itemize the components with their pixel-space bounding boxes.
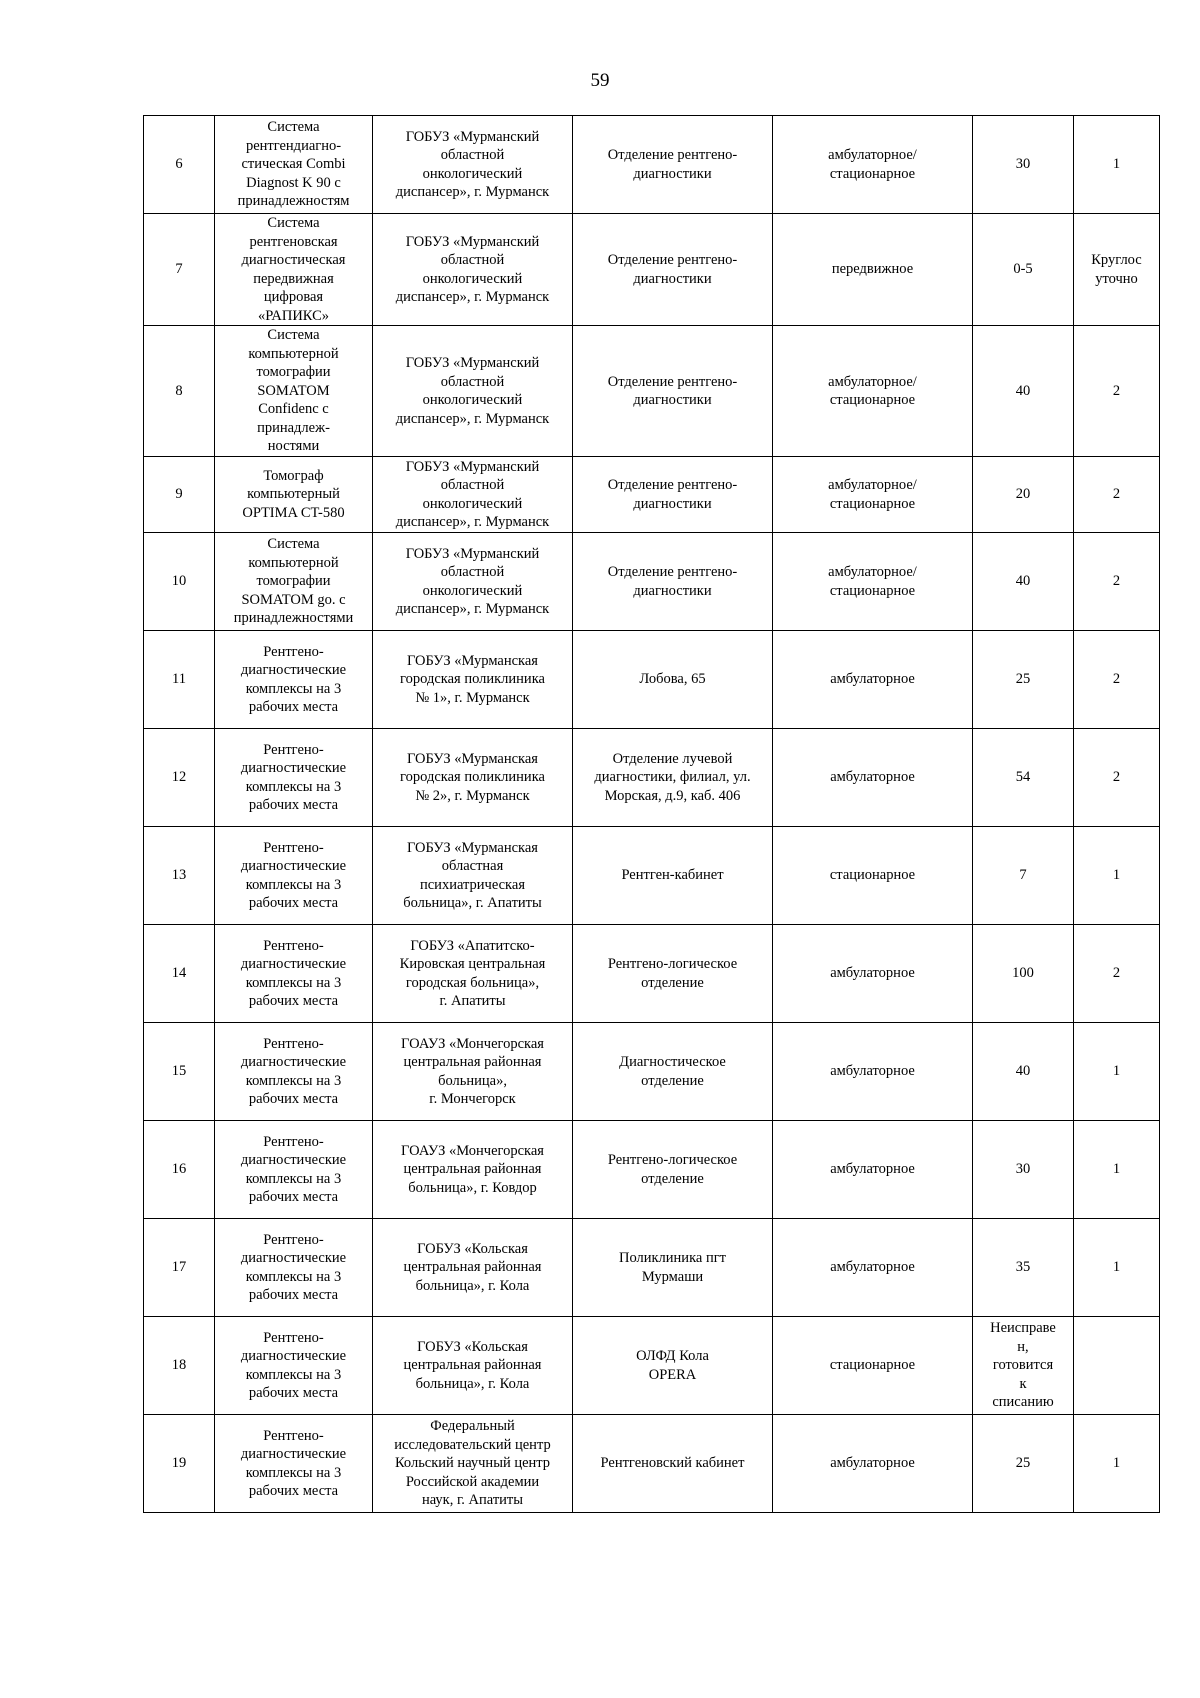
service-mode: амбулаторное xyxy=(773,1219,973,1317)
shifts: 1 xyxy=(1074,116,1160,214)
shifts: 2 xyxy=(1074,729,1160,827)
equipment-name: Система рентгендиагно- стическая Combi Diagnost K 90 с принадлежностям xyxy=(215,116,373,214)
equipment-name: Томограф компьютерный OPTIMA CT-580 xyxy=(215,457,373,533)
table-row xyxy=(144,925,1160,1023)
organization: ГОБУЗ «Мурманская городская поликлиника № 1», г. Мурманск xyxy=(373,631,573,729)
table-row xyxy=(144,214,1160,326)
organization: ГОБУЗ «Мурманская областная психиатрическая больница», г. Апатиты xyxy=(373,827,573,925)
row-number: 17 xyxy=(144,1219,215,1317)
equipment-name: Рентгено- диагностические комплексы на 3 рабочих места xyxy=(215,827,373,925)
table-row xyxy=(144,1121,1160,1219)
department: Лобова, 65 xyxy=(573,631,773,729)
service-mode: амбулаторное xyxy=(773,1121,973,1219)
organization: ГОБУЗ «Апатитско- Кировская центральная городская больница», г. Апатиты xyxy=(373,925,573,1023)
department: Рентгено-логическое отделение xyxy=(573,925,773,1023)
department: Отделение рентгено- диагностики xyxy=(573,533,773,631)
table-row xyxy=(144,1023,1160,1121)
equipment-name: Рентгено- диагностические комплексы на 3 рабочих места xyxy=(215,1219,373,1317)
shifts xyxy=(1074,1317,1160,1415)
service-mode: амбулаторное xyxy=(773,631,973,729)
department: Отделение лучевой диагностики, филиал, ул. Морская, д.9, каб. 406 xyxy=(573,729,773,827)
department: ОЛФД Кола OPERA xyxy=(573,1317,773,1415)
daily-load: 7 xyxy=(973,827,1074,925)
table-row xyxy=(144,326,1160,457)
shifts: 1 xyxy=(1074,1415,1160,1513)
shifts: 1 xyxy=(1074,1121,1160,1219)
department: Отделение рентгено- диагностики xyxy=(573,116,773,214)
shifts: Круглос уточно xyxy=(1074,214,1160,326)
department: Отделение рентгено- диагностики xyxy=(573,214,773,326)
shifts: 2 xyxy=(1074,326,1160,457)
service-mode: стационарное xyxy=(773,1317,973,1415)
row-number: 13 xyxy=(144,827,215,925)
equipment-name: Рентгено- диагностические комплексы на 3 рабочих места xyxy=(215,729,373,827)
table-row xyxy=(144,116,1160,214)
service-mode: амбулаторное/ стационарное xyxy=(773,326,973,457)
service-mode: стационарное xyxy=(773,827,973,925)
organization: ГОБУЗ «Мурманский областной онкологический диспансер», г. Мурманск xyxy=(373,214,573,326)
daily-load: 35 xyxy=(973,1219,1074,1317)
service-mode: амбулаторное/ стационарное xyxy=(773,116,973,214)
daily-load: 0-5 xyxy=(973,214,1074,326)
equipment-name: Система компьютерной томографии SOMATOM go. с принадлежностями xyxy=(215,533,373,631)
row-number: 15 xyxy=(144,1023,215,1121)
equipment-name: Рентгено- диагностические комплексы на 3 рабочих места xyxy=(215,1415,373,1513)
service-mode: амбулаторное xyxy=(773,1023,973,1121)
equipment-name: Рентгено- диагностические комплексы на 3 рабочих места xyxy=(215,925,373,1023)
service-mode: амбулаторное/ стационарное xyxy=(773,457,973,533)
daily-load: 20 xyxy=(973,457,1074,533)
organization: ГОБУЗ «Кольская центральная районная больница», г. Кола xyxy=(373,1219,573,1317)
organization: ГОБУЗ «Кольская центральная районная больница», г. Кола xyxy=(373,1317,573,1415)
row-number: 6 xyxy=(144,116,215,214)
service-mode: амбулаторное xyxy=(773,729,973,827)
row-number: 16 xyxy=(144,1121,215,1219)
department: Рентгено-логическое отделение xyxy=(573,1121,773,1219)
table-row xyxy=(144,827,1160,925)
organization: ГОБУЗ «Мурманский областной онкологический диспансер», г. Мурманск xyxy=(373,326,573,457)
daily-load: 54 xyxy=(973,729,1074,827)
equipment-table xyxy=(143,115,1160,1513)
service-mode: амбулаторное xyxy=(773,925,973,1023)
table-row xyxy=(144,729,1160,827)
row-number: 19 xyxy=(144,1415,215,1513)
shifts: 1 xyxy=(1074,1219,1160,1317)
table-row xyxy=(144,457,1160,533)
organization: Федеральный исследовательский центр Кольский научный центр Российской академии наук, г. Апатиты xyxy=(373,1415,573,1513)
equipment-name: Рентгено- диагностические комплексы на 3 рабочих места xyxy=(215,1121,373,1219)
daily-load: 30 xyxy=(973,116,1074,214)
table-row xyxy=(144,533,1160,631)
row-number: 10 xyxy=(144,533,215,631)
department: Отделение рентгено- диагностики xyxy=(573,457,773,533)
row-number: 18 xyxy=(144,1317,215,1415)
equipment-name: Рентгено- диагностические комплексы на 3 рабочих места xyxy=(215,1023,373,1121)
row-number: 7 xyxy=(144,214,215,326)
shifts: 2 xyxy=(1074,457,1160,533)
organization: ГОБУЗ «Мурманская городская поликлиника № 2», г. Мурманск xyxy=(373,729,573,827)
daily-load: 40 xyxy=(973,1023,1074,1121)
row-number: 14 xyxy=(144,925,215,1023)
organization: ГОБУЗ «Мурманский областной онкологический диспансер», г. Мурманск xyxy=(373,116,573,214)
page-number: 59 xyxy=(590,70,610,91)
department: Поликлиника пгт Мурмаши xyxy=(573,1219,773,1317)
department: Отделение рентгено- диагностики xyxy=(573,326,773,457)
service-mode: амбулаторное/ стационарное xyxy=(773,533,973,631)
row-number: 9 xyxy=(144,457,215,533)
service-mode: амбулаторное xyxy=(773,1415,973,1513)
daily-load: 25 xyxy=(973,1415,1074,1513)
equipment-name: Система компьютерной томографии SOMATOM Confidenc с принадлеж- ностями xyxy=(215,326,373,457)
daily-load: 25 xyxy=(973,631,1074,729)
daily-load: 40 xyxy=(973,533,1074,631)
shifts: 2 xyxy=(1074,925,1160,1023)
organization: ГОАУЗ «Мончегорская центральная районная больница», г. Мончегорск xyxy=(373,1023,573,1121)
equipment-name: Рентгено- диагностические комплексы на 3 рабочих места xyxy=(215,1317,373,1415)
row-number: 12 xyxy=(144,729,215,827)
organization: ГОБУЗ «Мурманский областной онкологический диспансер», г. Мурманск xyxy=(373,457,573,533)
daily-load: 100 xyxy=(973,925,1074,1023)
shifts: 2 xyxy=(1074,533,1160,631)
daily-load: 30 xyxy=(973,1121,1074,1219)
table-row xyxy=(144,1219,1160,1317)
department: Рентгеновский кабинет xyxy=(573,1415,773,1513)
equipment-name: Система рентгеновская диагностическая передвижная цифровая «РАПИКС» xyxy=(215,214,373,326)
equipment-name: Рентгено- диагностические комплексы на 3 рабочих места xyxy=(215,631,373,729)
row-number: 8 xyxy=(144,326,215,457)
daily-load: 40 xyxy=(973,326,1074,457)
shifts: 2 xyxy=(1074,631,1160,729)
organization: ГОБУЗ «Мурманский областной онкологический диспансер», г. Мурманск xyxy=(373,533,573,631)
daily-load: Неисправе н, готовится к списанию xyxy=(973,1317,1074,1415)
organization: ГОАУЗ «Мончегорская центральная районная больница», г. Ковдор xyxy=(373,1121,573,1219)
row-number: 11 xyxy=(144,631,215,729)
department: Диагностическое отделение xyxy=(573,1023,773,1121)
table-row xyxy=(144,1317,1160,1415)
service-mode: передвижное xyxy=(773,214,973,326)
table-row xyxy=(144,631,1160,729)
shifts: 1 xyxy=(1074,827,1160,925)
shifts: 1 xyxy=(1074,1023,1160,1121)
table-row xyxy=(144,1415,1160,1513)
department: Рентген-кабинет xyxy=(573,827,773,925)
